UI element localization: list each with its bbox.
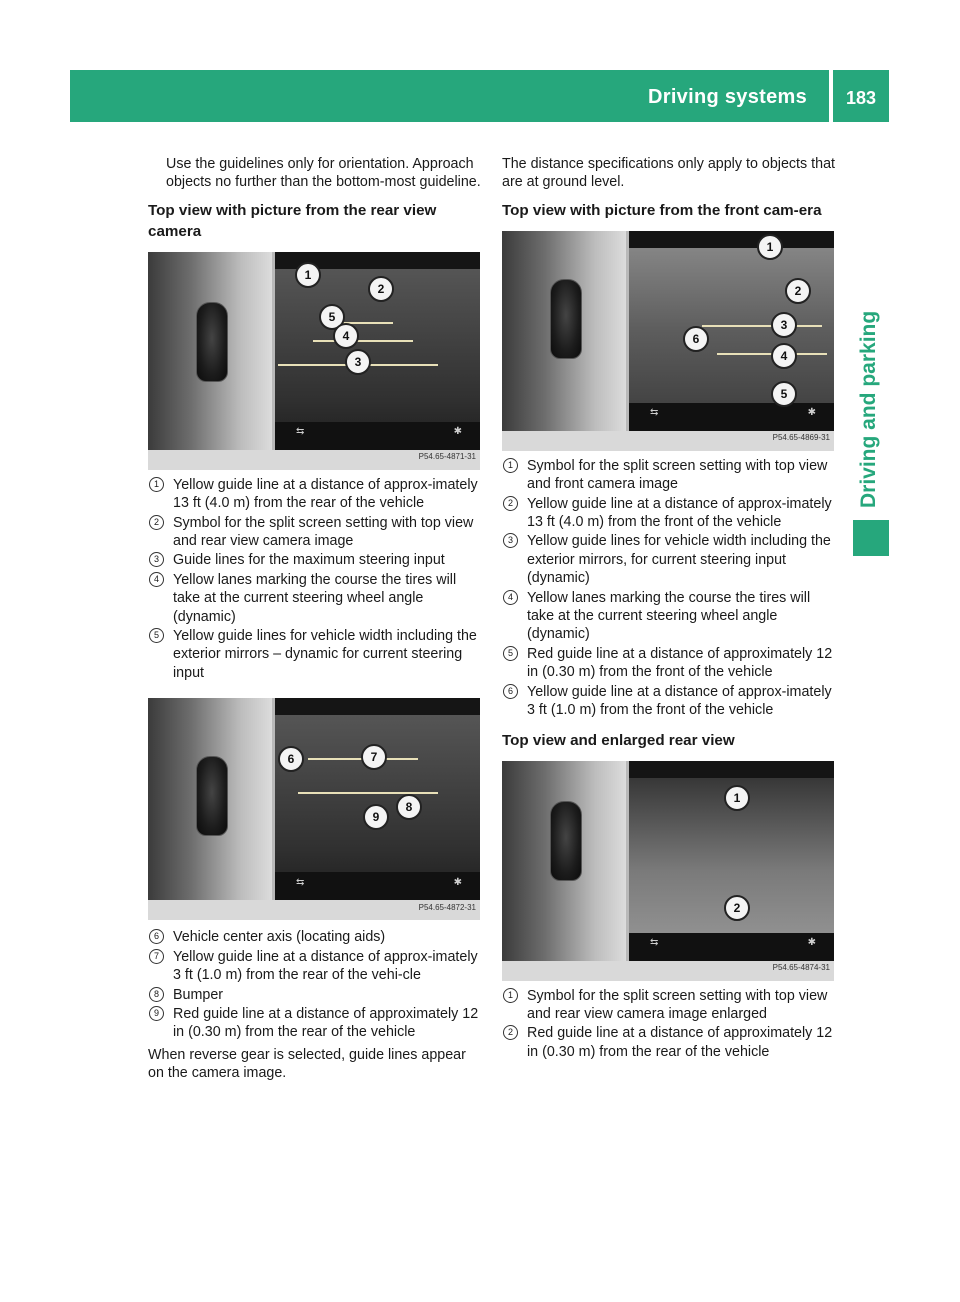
item-text: Vehicle center axis (locating aids) [173,929,386,946]
item-text: Guide lines for the maximum steering input [173,552,445,569]
figure-code: P54.65-4872-31 [418,902,476,912]
list-item [502,589,835,644]
enlarged-rear-figure [502,761,834,981]
callout-marker: 1 [757,234,783,260]
heading-enlarged-rear: Top view and enlarged rear view [502,731,735,749]
rear-camera-figure-2 [148,698,480,920]
item-number: 2 [149,515,164,530]
callout-marker: 5 [319,304,345,330]
list-item [502,1024,835,1061]
item-number: 3 [503,533,518,548]
vehicle-top-view [550,279,582,359]
list-item [148,948,481,985]
item-text: Red guide line at a distance of approximately 12 in (0.30 m) from the front of the vehicle [527,645,833,681]
item-text: Yellow guide line at a distance of approx-imately 3 ft (1.0 m) from the rear of the vehi-cle [173,948,478,984]
rear-camera-figure [148,252,480,470]
item-text: Yellow guide line at a distance of approx-imately 3 ft (1.0 m) from the front of the vehicle [527,683,832,719]
callout-marker: 1 [724,785,750,811]
item-number: 4 [503,590,518,605]
back-icon: ⇆ [296,426,305,438]
settings-icon: ✱ [807,937,816,949]
callout-legend-4 [502,987,835,1062]
list-item [502,532,835,587]
heading-front-camera: Top view with picture from the front cam-era [502,201,822,219]
callout-marker: 1 [295,262,321,288]
list-item [502,683,835,720]
item-text: Yellow guide lines for vehicle width including the exterior mirrors, for current steering input (dynamic) [527,533,831,587]
list-item [502,495,835,532]
intro-paragraph: The distance specifications only apply to objects that are at ground level. [502,156,835,191]
screen-bottom-bar [275,872,480,900]
callout-marker: 2 [368,276,394,302]
settings-icon: ✱ [453,876,462,888]
figure-code: P54.65-4869-31 [772,433,830,443]
list-item [148,514,481,551]
screen-bottom-bar [629,403,834,431]
list-item [502,457,835,494]
item-number: 1 [503,458,518,473]
list-item [502,645,835,682]
guide-line [702,325,822,327]
item-text: Red guide line at a distance of approximately 12 in (0.30 m) from the rear of the vehicle [527,1025,833,1060]
item-text: Symbol for the split screen setting with top view and rear view camera image enlarged [527,987,828,1022]
heading-rear-view: Top view with picture from the rear view camera [148,201,437,240]
callout-marker: 7 [361,744,387,770]
front-camera-figure [502,231,834,451]
item-number: 1 [149,477,164,492]
item-text: Bumper [173,986,224,1003]
callout-marker: 3 [771,312,797,338]
item-text: Red guide line at a distance of approximately 12 in (0.30 m) from the rear of the vehicle [173,1005,479,1041]
camera-pane [275,698,480,900]
back-icon: ⇆ [296,876,305,888]
item-number: 2 [503,496,518,511]
chapter-marker [853,520,889,556]
list-item [148,627,481,682]
settings-icon: ✱ [807,407,816,419]
item-number: 1 [503,988,518,1003]
closing-paragraph: When reverse gear is selected, guide lines appear on the camera image. [148,1046,466,1082]
vehicle-top-view [550,801,582,881]
screen-bottom-bar [275,422,480,450]
item-number: 2 [503,1025,518,1040]
item-text: Symbol for the split screen setting with top view and front camera image [527,457,828,493]
back-icon: ⇆ [650,937,659,949]
page-number: 183 [846,88,877,108]
item-number: 5 [503,646,518,661]
list-item [148,986,481,1004]
figure-code: P54.65-4871-31 [418,452,476,462]
item-text: Symbol for the split screen setting with top view and rear view camera image [173,514,474,550]
screen-toolbar [629,231,834,248]
vehicle-top-view [196,756,228,836]
figure-code: P54.65-4874-31 [772,963,830,973]
callout-marker: 9 [363,804,389,830]
item-number: 9 [149,1006,164,1021]
list-item [502,987,835,1024]
callout-marker: 5 [771,381,797,407]
vehicle-top-view [196,302,228,382]
callout-legend-2 [148,928,481,1041]
item-number: 5 [149,628,164,643]
list-item [148,476,481,513]
callout-legend-3 [502,457,835,720]
item-text: Yellow guide line at a distance of approx-imately 13 ft (4.0 m) from the rear of the vehicle [173,476,478,512]
item-text: Yellow guide lines for vehicle width including the exterior mirrors – dynamic for current steering input [173,628,477,681]
guide-line [298,792,438,794]
item-number: 3 [149,552,164,567]
list-item [148,551,481,569]
left-column [148,155,481,1083]
callout-marker: 6 [278,746,304,772]
chapter-label: Driving and parking [857,310,880,508]
item-text: Yellow lanes marking the course the tires will take at the current steering wheel angle (dynamic) [173,571,457,625]
item-text: Yellow lanes marking the course the tires will take at the current steering wheel angle (dynamic) [527,589,811,643]
callout-marker: 4 [333,323,359,349]
item-number: 6 [503,684,518,699]
callout-marker: 6 [683,326,709,352]
list-item [148,1005,481,1042]
back-icon: ⇆ [650,407,659,419]
item-number: 7 [149,949,164,964]
screen-toolbar [275,698,480,715]
header-divider [829,70,833,122]
callout-marker: 3 [345,349,371,375]
callout-marker: 2 [724,895,750,921]
item-number: 4 [149,572,164,587]
orientation-note: Use the guidelines only for orientation. Approach objects no further than the bottom-most guideline. [166,156,481,191]
screen-bottom-bar [629,933,834,961]
list-item [148,571,481,626]
callout-marker: 8 [396,794,422,820]
callout-marker: 2 [785,278,811,304]
callout-marker: 4 [771,343,797,369]
item-number: 8 [149,987,164,1002]
screen-toolbar [629,761,834,778]
item-number: 6 [149,929,164,944]
list-item [148,928,481,946]
item-text: Yellow guide line at a distance of approx-imately 13 ft (4.0 m) from the front of the vehicle [527,495,832,531]
callout-legend-1 [148,476,481,682]
right-column [502,155,835,1062]
settings-icon: ✱ [453,426,462,438]
guide-line [313,340,413,342]
section-title: Driving systems [648,86,808,108]
camera-pane [629,231,834,431]
